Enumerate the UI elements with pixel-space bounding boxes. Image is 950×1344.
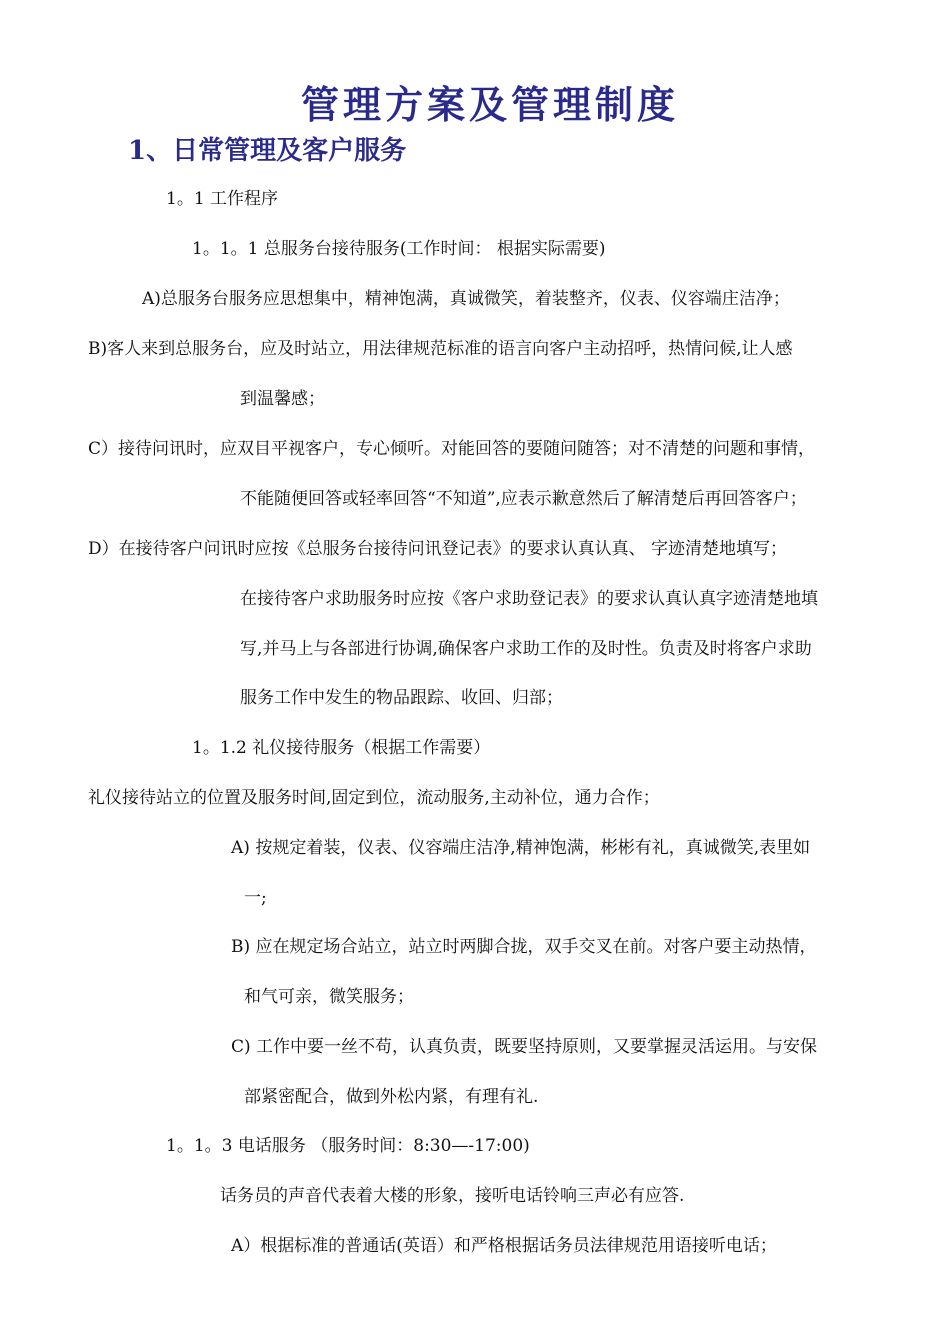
section-heading: 1、日常管理及客户服务: [128, 136, 407, 166]
paragraph-line: C) 工作中要一丝不苟，认真负责，既要坚持原则，又要掌握灵活运用。与安保: [231, 1037, 818, 1057]
paragraph-line: D）在接待客户问讯时应按《总服务台接待问讯登记表》的要求认真认真、 字迹清楚地填写；: [88, 539, 788, 559]
paragraph-line: 在接待客户求助服务时应按《客户求助登记表》的要求认真认真字迹清楚地填: [240, 589, 818, 609]
paragraph-line: A)总服务台服务应思想集中，精神饱满，真诚微笑，着装整齐，仪表、仪容端庄洁净；: [142, 289, 790, 309]
paragraph-line: 和气可亲，微笑服务；: [244, 987, 414, 1007]
subsection-heading-1-1: 1。1 工作程序: [166, 189, 279, 209]
paragraph-line: 写,并马上与各部进行协调,确保客户求助工作的及时性。负责及时将客户求助: [240, 639, 812, 659]
paragraph-line: 到温馨感；: [240, 389, 325, 409]
paragraph-line: 部紧密配合，做到外松内紧，有理有礼.: [244, 1087, 539, 1107]
paragraph-line: A) 按规定着装，仪表、仪容端庄洁净,精神饱满，彬彬有礼，真诚微笑,表里如: [231, 838, 811, 858]
paragraph-line: C）接待问讯时，应双目平视客户，专心倾听。对能回答的要随问随答；对不清楚的问题和事情，: [88, 439, 816, 459]
paragraph-line: 服务工作中发生的物品跟踪、收回、归部；: [240, 688, 563, 708]
subsection-heading-1-1-3: 1。1。3 电话服务 （服务时间：8:30—-17:00): [166, 1136, 530, 1156]
paragraph-line: A）根据标准的普通话(英语）和严格根据话务员法律规范用语接听电话；: [231, 1236, 777, 1256]
subsection-heading-1-1-2: 1。1.2 礼仪接待服务（根据工作需要）: [192, 738, 491, 758]
paragraph-line: B) 应在规定场合站立，站立时两脚合拢，双手交叉在前。对客户要主动热情，: [231, 937, 817, 957]
paragraph-line: B)客人来到总服务台，应及时站立，用法律规范标准的语言向客户主动招呼，热情问候,让人感: [88, 339, 793, 359]
paragraph-line: 不能随便回答或轻率回答“不知道”,应表示歉意然后了解清楚后再回答客户；: [240, 489, 807, 509]
paragraph-line: 一;: [244, 888, 267, 908]
paragraph-line: 礼仪接待站立的位置及服务时间,固定到位，流动服务,主动补位，通力合作；: [88, 788, 660, 808]
subsection-heading-1-1-1: 1。1。1 总服务台接待服务(工作时间： 根据实际需要): [192, 239, 606, 259]
paragraph-line: 话务员的声音代表着大楼的形象，接听电话铃响三声必有应答.: [220, 1186, 685, 1206]
document-title: 管理方案及管理制度: [300, 82, 679, 127]
